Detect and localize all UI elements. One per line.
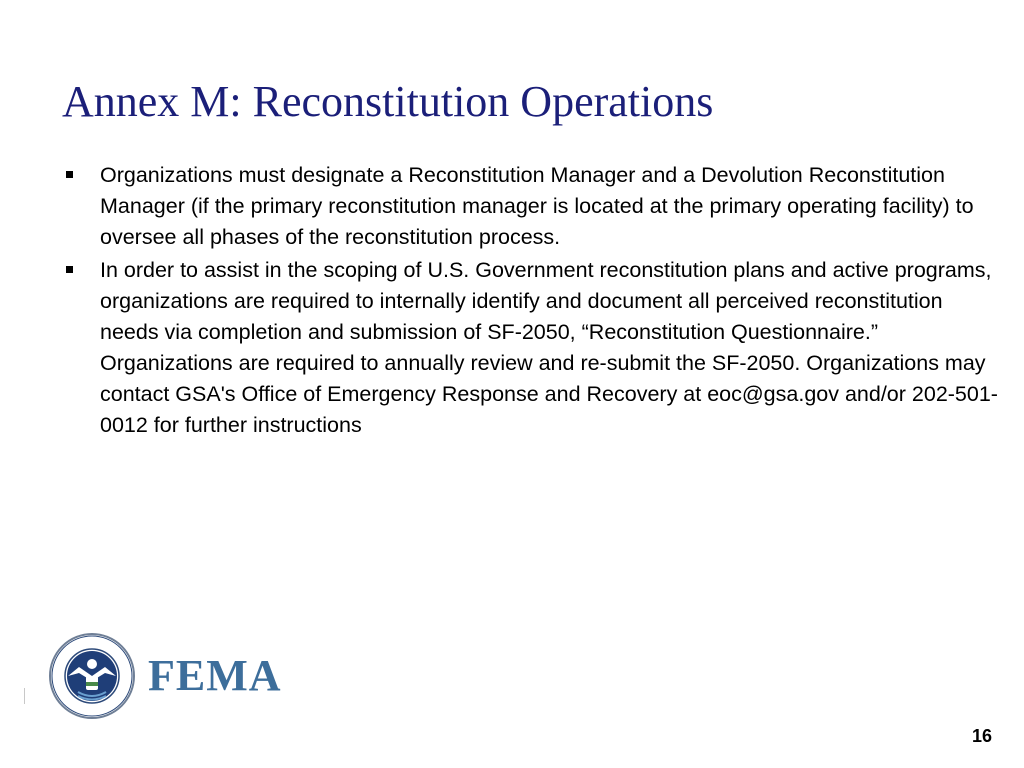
margin-divider xyxy=(24,688,25,704)
fema-wordmark: FEMA xyxy=(148,651,282,700)
bullet-text: In order to assist in the scoping of U.S. Government reconstitution plans and active programs, organizations are required to internally identify and document all perceived reconstitution needs via completion and submission of SF-2050, “Reconstitution Questionnaire.” Organizations are required to annually review and re-submit the SF-2050. Organizations may contact GSA's Office of Emergency Response and Recovery at eoc@gsa.gov and/or 202-501-0012 for further instructions xyxy=(100,258,998,437)
dhs-seal-icon xyxy=(48,632,136,720)
square-bullet-icon xyxy=(66,171,73,178)
bullet-text: Organizations must designate a Reconstitution Manager and a Devolution Reconstitution Manager (if the primary reconstitution manager is located at the primary operating facility) to oversee all phases of the reconstitution process. xyxy=(100,163,974,249)
square-bullet-icon xyxy=(66,266,73,273)
slide-title: Annex M: Reconstitution Operations xyxy=(62,77,714,126)
bullet-list xyxy=(64,160,1004,443)
bullet-item xyxy=(64,160,1004,253)
bullet-item xyxy=(64,255,1004,441)
page-number: 16 xyxy=(971,726,992,746)
